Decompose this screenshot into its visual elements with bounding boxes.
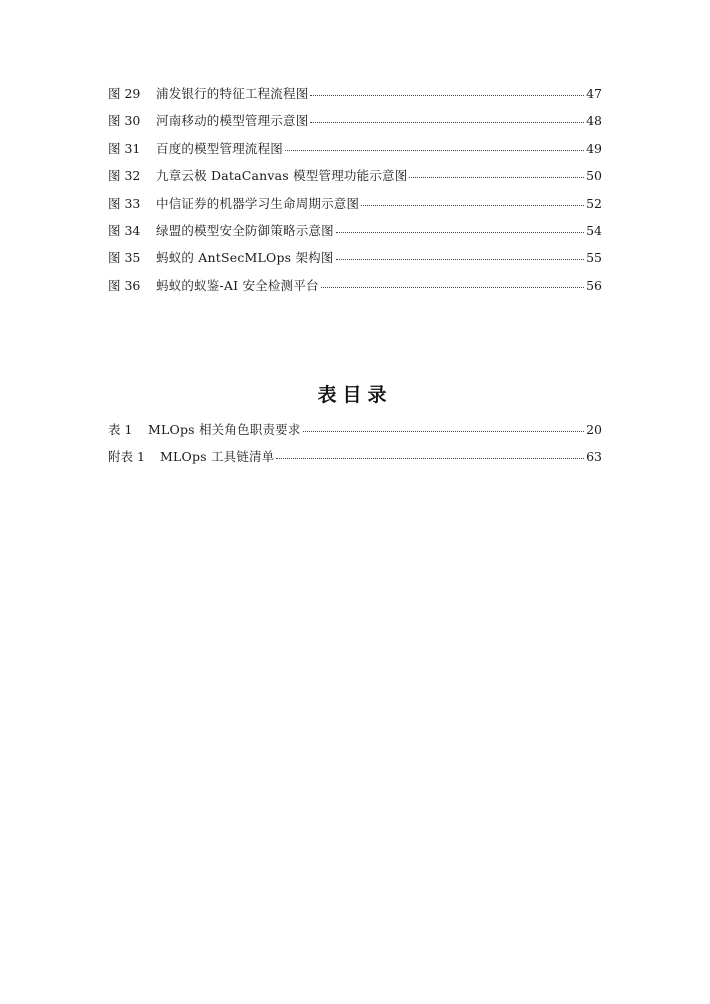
figure-toc-entry[interactable] [108,84,602,111]
figure-title: 蚂蚁的蚁鉴-AI 安全检测平台 [156,277,319,293]
figure-title: 中信证券的机器学习生命周期示意图 [156,195,360,211]
dot-leader [285,140,584,153]
figure-toc-entry[interactable] [108,221,602,248]
table-number: 附表 1 [108,449,145,464]
dot-leader [310,86,584,99]
figure-number: 图 30 [108,113,141,129]
figure-toc-list [108,84,602,303]
figure-toc-entry[interactable] [108,139,602,166]
page-number: 52 [586,195,602,211]
dot-leader [409,168,584,181]
page-number: 54 [586,222,602,238]
table-toc-entry[interactable] [108,420,602,447]
figure-title: 九章云极 DataCanvas 模型管理功能示意图 [156,168,408,184]
dot-leader [336,250,585,263]
page-number: 63 [586,449,602,464]
table-title: MLOps 工具链清单 [160,449,275,464]
page-number: 48 [586,113,602,129]
figure-number: 图 29 [108,86,141,101]
page-number: 56 [586,277,602,293]
figure-number: 图 33 [108,195,141,211]
page-number: 55 [586,250,602,266]
figure-title: 河南移动的模型管理示意图 [156,113,309,129]
figure-title: 绿盟的模型安全防御策略示意图 [156,222,334,238]
figure-number: 图 36 [108,277,141,293]
figure-title: 蚂蚁的 AntSecMLOps 架构图 [156,250,334,266]
page-number: 20 [586,422,602,437]
figure-toc-entry[interactable] [108,111,602,138]
page-number: 49 [586,140,602,156]
dot-leader [303,422,585,435]
figure-number: 图 35 [108,250,141,266]
tables-section-heading: 表目录 [317,384,393,406]
figure-number: 图 34 [108,222,141,238]
dot-leader [276,449,584,462]
page-number: 47 [586,86,602,101]
figure-toc-entry[interactable] [108,248,602,275]
dot-leader [321,277,584,290]
table-toc-entry[interactable] [108,447,602,474]
table-number: 表 1 [108,422,133,437]
dot-leader [310,113,584,126]
figure-title: 百度的模型管理流程图 [156,140,284,156]
table-toc-list [108,420,602,474]
table-title: MLOps 相关角色职责要求 [148,422,301,437]
figure-toc-entry[interactable] [108,276,602,303]
figure-toc-entry[interactable] [108,194,602,221]
dot-leader [361,195,584,208]
figure-number: 图 32 [108,168,141,184]
dot-leader [336,222,584,235]
page-number: 50 [586,168,602,184]
figure-number: 图 31 [108,140,141,156]
figure-title: 浦发银行的特征工程流程图 [156,86,309,101]
figure-toc-entry[interactable] [108,166,602,193]
